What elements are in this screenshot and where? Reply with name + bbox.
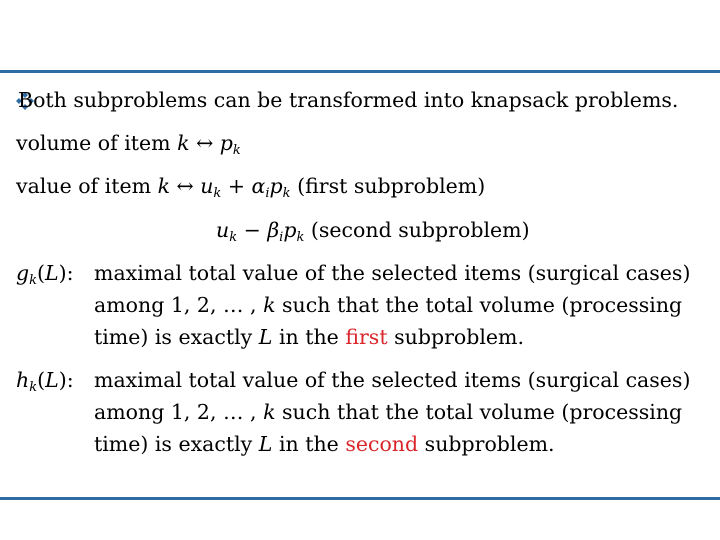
g-line2-post: such that the total volume (processing	[282, 293, 683, 317]
emphasis-first: first	[345, 325, 388, 349]
g-line3-post: subproblem.	[394, 325, 524, 349]
h-definition-line3: time) is exactly L in the second subproblem.	[94, 432, 555, 456]
h-line3-post: subproblem.	[424, 432, 555, 456]
top-divider	[0, 70, 720, 73]
value-mapping-second: $u_k - \beta_ip_k$ (second subproblem)	[216, 218, 530, 245]
g-line3-pre: time) is exactly	[94, 325, 253, 349]
g-definition-line3: time) is exactly L in the first subproblem.	[94, 325, 524, 349]
volume-label: volume of item	[16, 131, 171, 155]
h-definition-symbol: $h_k(L)$:	[16, 368, 74, 395]
h-line2-post: such that the total volume (processing	[282, 400, 683, 424]
h-line3-pre: time) is exactly	[94, 432, 253, 456]
slide-title: Both subproblems can be transformed into knapsack problems.	[18, 88, 679, 112]
volume-mapping: volume of item k ↔ $p_k$	[16, 131, 241, 158]
emphasis-second: second	[345, 432, 419, 456]
value-label: value of item	[16, 174, 152, 198]
h-line3-mid: in the	[278, 432, 339, 456]
second-subproblem-note: (second subproblem)	[310, 218, 530, 242]
g-line2-pre: among 1, 2, … ,	[94, 293, 257, 317]
bottom-divider	[0, 497, 720, 500]
g-definition-symbol: $g_k(L)$:	[16, 261, 74, 288]
h-definition-line1: maximal total value of the selected items (surgical cases)	[94, 368, 691, 392]
g-definition-line2: among 1, 2, … , k such that the total volume (processing	[94, 293, 683, 317]
g-definition-line1: maximal total value of the selected items (surgical cases)	[94, 261, 691, 285]
first-subproblem-note: (first subproblem)	[297, 174, 486, 198]
value-mapping-first: value of item k ↔ $u_k + \alpha_ip_k$ (first subproblem)	[16, 174, 486, 201]
h-line2-pre: among 1, 2, … ,	[94, 400, 257, 424]
h-definition-line2: among 1, 2, … , k such that the total volume (processing	[94, 400, 683, 424]
g-line3-mid: in the	[278, 325, 339, 349]
